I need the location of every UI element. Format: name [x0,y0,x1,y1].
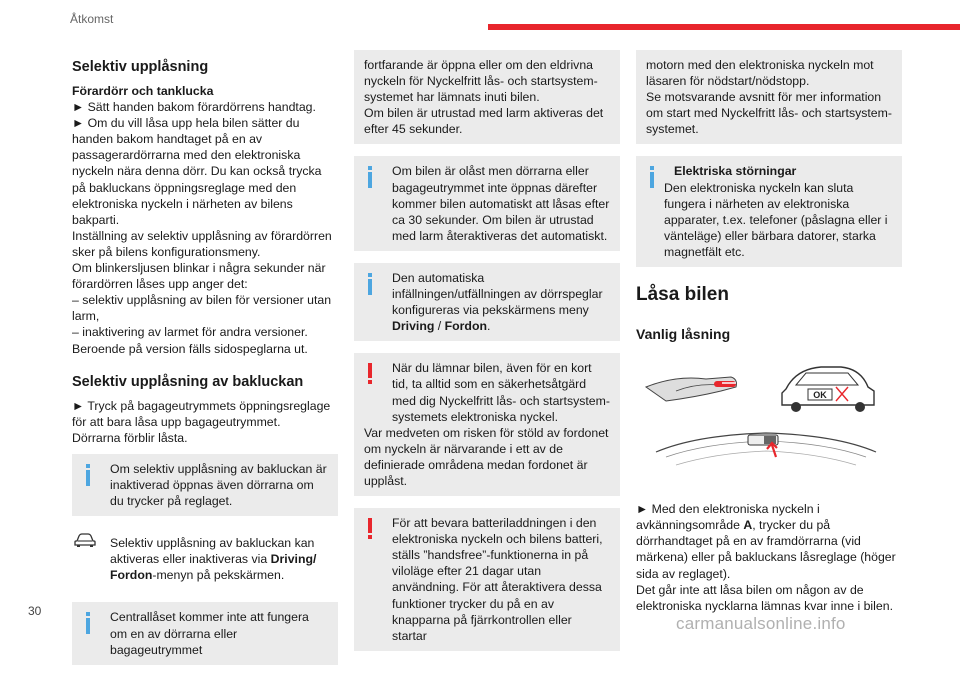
page-number: 30 [28,604,42,618]
watermark: carmanualsonline.info [676,614,846,633]
paragraph: ► Tryck på bagageutrymmets öppningsreglage för att bara låsa upp bagageutrymmet. [72,398,331,429]
heading-selective-unlock: Selektiv upplåsning [72,59,209,75]
paragraph: Inställning av selektiv upplåsning av förardörren sker på bilens konfigurationsmeny. [72,228,332,259]
ok-label: OK [813,390,827,401]
info-box [72,602,338,664]
warning-text: Var medveten om risken för stöld av fordonet om nyckeln är närvarande i ett av de definierade områdena medan fordonet är upplåst. [364,425,609,488]
column-3 [636,50,902,614]
info-icon [83,464,93,486]
car-icon [74,532,96,548]
info-text: fortfarande är öppna eller om den eldrivna nyckeln för Nyckelfritt lås- och startsystem-systemet har lämnats inuti bilen. [364,58,598,105]
section-title: Åtkomst [70,12,114,26]
info-text: Om bilen är olåst men dörrarna eller bagageutrymmet inte öppnas därefter kommer bilen automatiskt att låsas efter ca 30 sekunder. Om bilen är utrustad med larm återaktiveras det automatiskt. [392,164,610,243]
warning-box [354,508,620,651]
paragraph: Om blinkersljusen blinkar i några sekunder när förardörren låses upp anger det: [72,261,326,292]
paragraph: – inaktivering av larmet för andra versioner. [72,325,308,340]
warning-text: När du lämnar bilen, även för en kort tid, ta alltid som en säkerhetsåtgärd med dig Nyckelfritt lås- och startsystem-systemets elektroniska nyckel. [392,361,610,424]
lock-illustration [636,357,902,491]
paragraph: Beroende på version fälls sidospeglarna ut. [72,341,308,356]
info-text: Den elektroniska nyckeln kan sluta fungera i närheten av elektroniska apparater, t.ex. telefoner (påslagna eller i vänteläge) eller bärbara datorer, starka magnetfält etc. [664,180,888,259]
info-box [636,156,902,267]
door-handle-illustration [636,357,896,487]
info-icon [365,166,375,188]
info-icon [647,166,657,188]
info-text: Om bilen är utrustad med larm aktiveras det efter 45 sekunder. [364,106,604,137]
info-text: Centrallåset kommer inte att fungera om en av dörrarna eller bagageutrymmet [110,610,309,657]
info-box [354,156,620,250]
heading-lock-car: Låsa bilen [636,284,729,306]
car-setting-text: Selektiv upplåsning av bakluckan kan aktiveras eller inaktiveras via Driving/ Fordon-menyn på pekskärmen. [110,536,317,583]
info-box [354,263,620,341]
info-text: motorn med den elektroniska nyckeln mot läsaren för nödstart/nödstopp. [646,58,874,89]
subheading-driver-door: Förardörr och tanklucka [72,84,214,98]
info-box-continued [636,50,902,144]
warning-text: För att bevara batteriladdningen i den elektroniska nyckeln och bilens batteri, ställs ”handsfree”-funktionerna in på viloläge efter 21 dagar utan användning. För att återaktivera dessa funktioner trycker du på en av knapparna på fjärrkontrollen eller startar [392,516,603,643]
column-1 [72,48,338,677]
paragraph: – selektiv upplåsning av bilen för versioner utan larm, [72,293,332,324]
info-icon [365,273,375,295]
info-text: Se motsvarande avsnitt för mer information om start med Nyckelfritt lås- och startsystem-systemet. [646,90,892,137]
column-2 [354,50,620,663]
info-title: Elektriska störningar [674,164,797,179]
paragraph: Dörrarna förblir låsta. [72,430,188,445]
paragraph: Det går inte att låsa bilen om någon av de elektroniska nycklarna lämnas kvar inne i bilen. [636,582,893,613]
warning-icon [365,363,375,385]
info-box [72,454,338,516]
info-icon [83,612,93,634]
heading-normal-lock: Vanlig låsning [636,326,731,343]
car-setting-note [72,528,338,590]
paragraph: ► Sätt handen bakom förardörrens handtag. [72,100,316,115]
warning-box [354,353,620,496]
info-text: Om selektiv upplåsning av bakluckan är inaktiverad öppnas även dörrarna om du trycker på reglaget. [110,461,327,509]
warning-icon [365,518,375,540]
paragraph: ► Om du vill låsa upp hela bilen sätter du handen bakom handtaget på en av passagerardörrarna med den elektroniska nyckeln nära denna dörr. Du kan också trycka på bakluckans öppningsreglage med den elektroniska nyckeln i närheten av bilens bakparti. [72,116,322,227]
heading-selective-trunk: Selektiv upplåsning av bakluckan [72,373,304,390]
info-text: Den automatiska infällningen/utfällningen av dörrspeglar konfigureras via pekskärmens meny Driving / Fordon. [392,270,603,334]
header-accent-bar [488,24,960,30]
paragraph: ► Med den elektroniska nyckeln i avkänningsområde A, trycker du på dörrhandtaget på en av framdörrarna (vid märkena) eller på bakluckans låsreglage (höger sida av reglaget). [636,502,896,581]
info-box-continued [354,50,620,144]
